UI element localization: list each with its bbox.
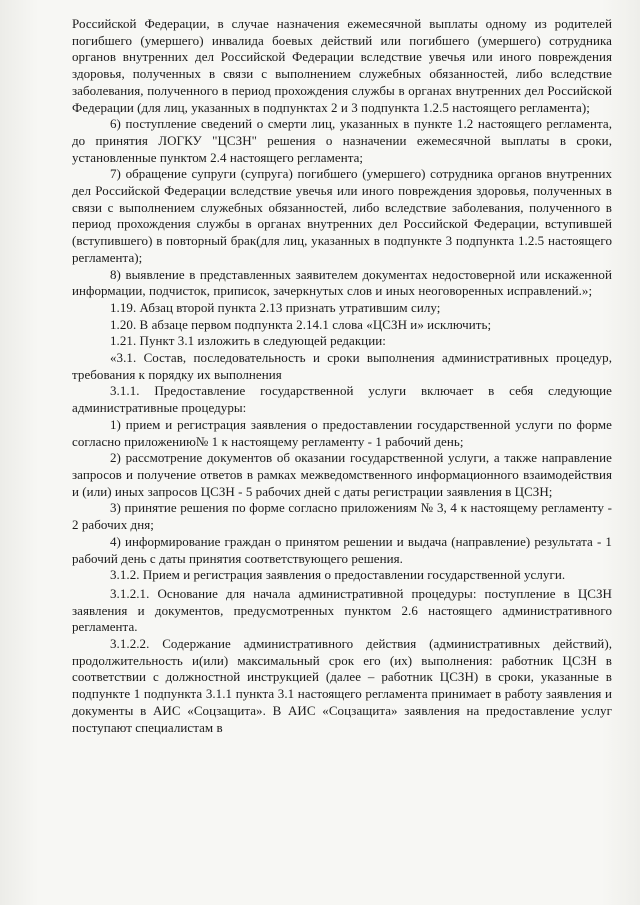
- paragraph-procedure-1: 1) прием и регистрация заявления о предоставлении государственной услуги по форме согласно приложению№ 1 к настоящему регламенту - 1 рабочий день;: [72, 416, 612, 449]
- paragraph-3-1-heading: «3.1. Состав, последовательность и сроки выполнения административных процедур, требования к порядку их выполнения: [72, 350, 612, 382]
- paragraph-item-6: 6) поступление сведений о смерти лиц, указанных в пункте 1.2 настоящего регламента, до принятия ЛОГКУ "ЦСЗН" решения о назначении ежемесячной выплаты в сроки, установленные пунктом 2.4 настоящего регламента;: [72, 116, 612, 165]
- paragraph-item-8: 8) выявление в представленных заявителем документах недостоверной или искаженной информации, подчисток, приписок, зачеркнутых слов и иных неоговоренных исправлений.»;: [72, 266, 612, 299]
- paragraph-procedure-2: 2) рассмотрение документов об оказании государственной услуги, а также направление запросов и получение ответов в рамках межведомственного информационного взаимодействия и (или) иных запросов ЦСЗН - 5 рабочих дней с даты регистрации заявления в ЦСЗН;: [72, 450, 612, 499]
- paragraph-item-7: 7) обращение супруги (супруга) погибшего (умершего) сотрудника органов внутренних дел Российской Федерации вследствие увечья или иного повреждения здоровья, полученных в связи с выполнением служебных обязанностей, либо вследствие заболевания, полученного в период прохождения службы в органах внутренних дел Российской Федерации, вступившей (вступившего) в повторный брак(для лиц, указанных в подпункте 3 подпункта 1.2.5 настоящего регламента);: [72, 166, 612, 265]
- paragraph-1-19: 1.19. Абзац второй пункта 2.13 признать утратившим силу;: [110, 299, 441, 315]
- paragraph-continuation: Российской Федерации, в случае назначения ежемесячной выплаты одному из родителей погибшего (умершего) инвалида боевых действий или погибшего (умершего) сотрудника органов внутренних дел Российской Федерации вследствие увечья или иного повреждения здоровья, полученных в связи с выполнением служебных обязанностей, либо вследствие заболевания, полученного в период прохождения службы в органах внутренних дел Российской Федерации (для лиц, указанных в подпунктах 2 и 3 подпункта 1.2.5 настоящего регламента);: [72, 16, 612, 115]
- paragraph-3-1-1: 3.1.1. Предоставление государственной услуги включает в себя следующие административные процедуры:: [72, 383, 612, 416]
- paragraph-1-21: 1.21. Пункт 3.1 изложить в следующей редакции:: [110, 333, 386, 349]
- paragraph-procedure-4: 4) информирование граждан о принятом решении и выдача (направление) результата - 1 рабочий день с даты принятия соответствующего решения.: [72, 533, 612, 566]
- paragraph-3-1-2: 3.1.2. Прием и регистрация заявления о предоставлении государственной услуги.: [110, 567, 566, 583]
- paragraph-3-1-2-2: 3.1.2.2. Содержание административного действия (административных действий), продолжительность и(или) максимальный срок его (их) выполнения: работник ЦСЗН в соответствии с должностной инструкцией (далее – работник ЦСЗН) в сроки, указанные в подпункте 1 подпункта 3.1.1 пункта 3.1 настоящего регламента принимает в работу заявления и документы в АИС «Соцзащита». В АИС «Соцзащита» заявления на предоставление услуг поступают специалистам в: [72, 636, 612, 735]
- paragraph-3-1-2-1: 3.1.2.1. Основание для начала административной процедуры: поступление в ЦСЗН заявления и документов, предусмотренных пунктом 2.6 настоящего административного регламента.: [72, 585, 612, 635]
- paragraph-1-20: 1.20. В абзаце первом подпункта 2.14.1 слова «ЦСЗН и» исключить;: [110, 316, 492, 332]
- paragraph-procedure-3: 3) принятие решения по форме согласно приложениям № 3, 4 к настоящему регламенту - 2 рабочих дня;: [72, 500, 612, 533]
